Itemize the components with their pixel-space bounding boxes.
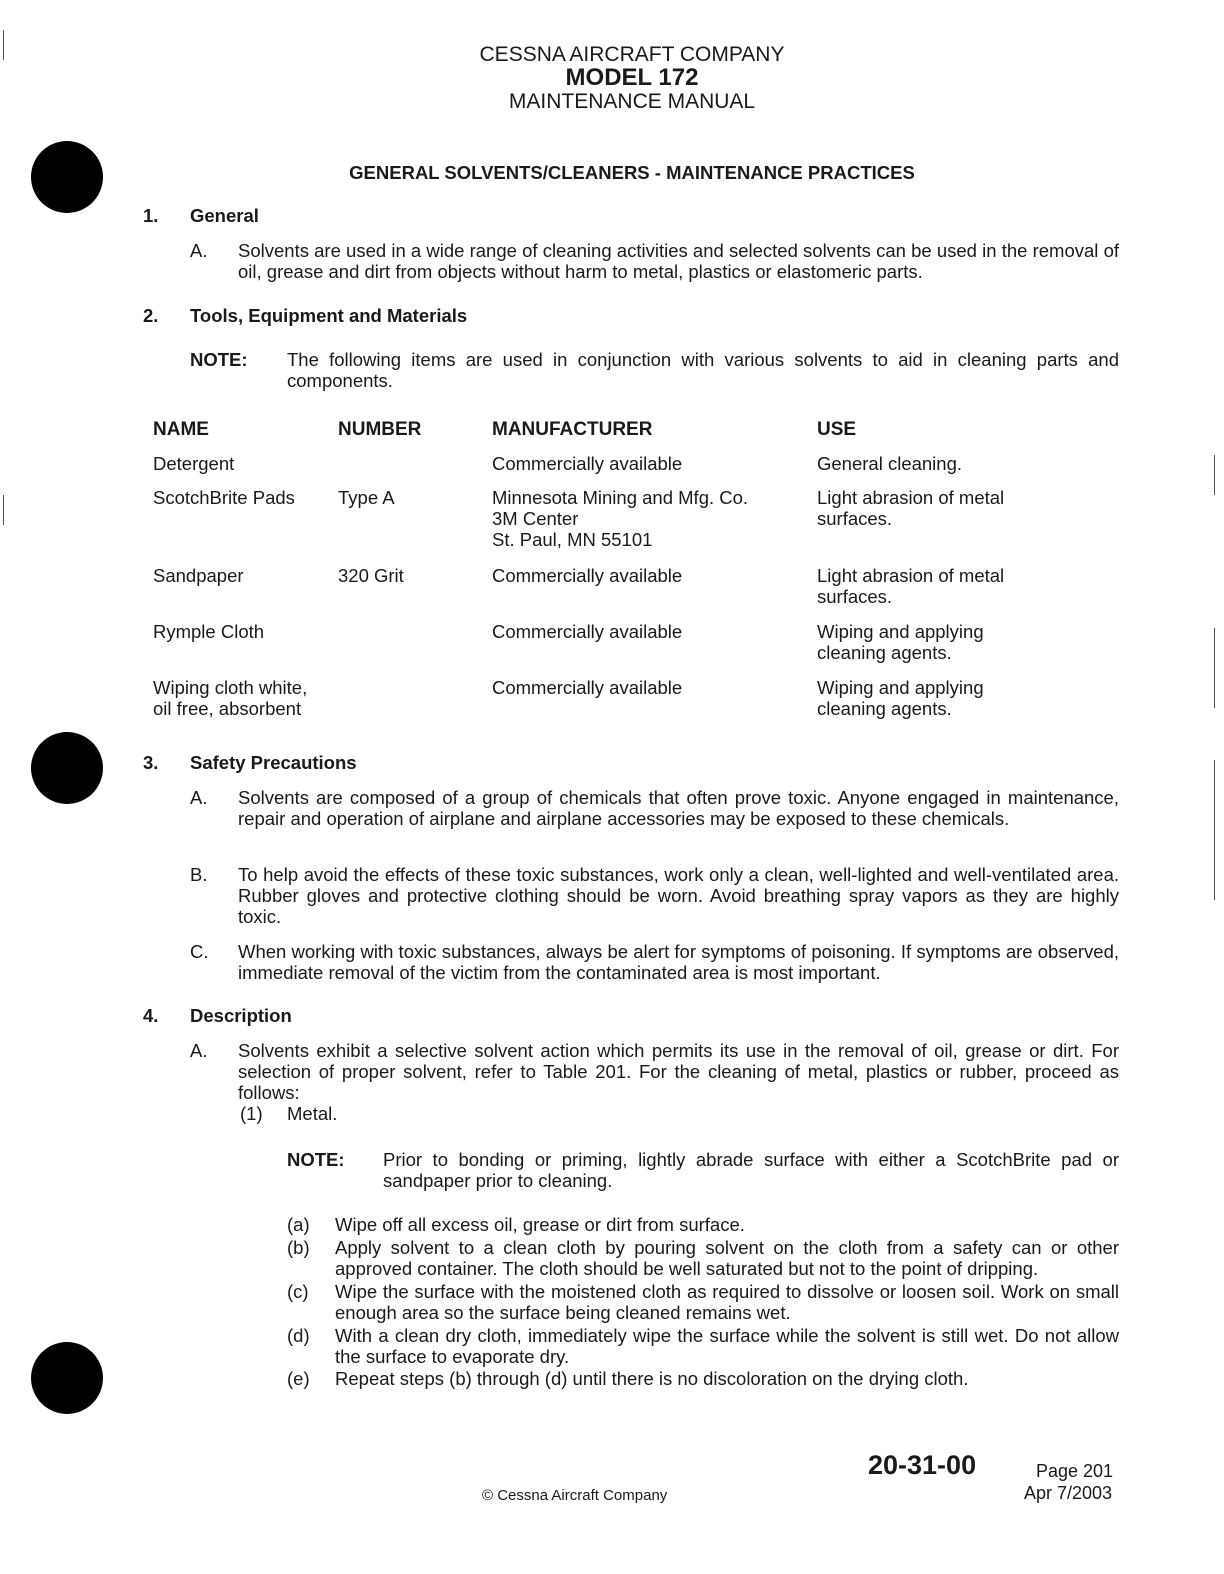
table-cell-manufacturer: Commercially available — [492, 621, 683, 642]
step-b-text: Apply solvent to a clean cloth by pouring solvent on the cloth from a safety can or other approved container. The cloth should be well saturated but not to the point of dripping. — [335, 1237, 1119, 1279]
revision-date: Apr 7/2003 — [1024, 1483, 1113, 1503]
step-a-text: Wipe off all excess oil, grease or dirt from surface. — [335, 1214, 745, 1235]
margin-tick — [1214, 455, 1215, 495]
section-2-title: Tools, Equipment and Materials — [190, 305, 468, 326]
section-4-a-label: A. — [190, 1040, 208, 1061]
section-4-sub1-text: Metal. — [287, 1103, 338, 1124]
table-cell-use: Wiping and applying cleaning agents. — [817, 677, 984, 719]
section-1-a-text: Solvents are used in a wide range of cleaning activities and selected solvents can be used in the removal of oil, grease and dirt from objects without harm to metal, plastics or elastomeric parts. — [238, 240, 1119, 282]
company-name: CESSNA AIRCRAFT COMPANY — [479, 43, 785, 66]
table-header-name: NAME — [153, 419, 209, 440]
section-3-title: Safety Precautions — [190, 752, 357, 773]
step-d-label: (d) — [287, 1325, 310, 1346]
binder-hole-middle — [31, 732, 103, 804]
section-4-sub1-label: (1) — [240, 1103, 263, 1124]
section-4-title: Description — [190, 1005, 292, 1026]
step-c-label: (c) — [287, 1281, 309, 1302]
table-cell-use: Light abrasion of metal surfaces. — [817, 487, 1005, 529]
section-2-note-text: The following items are used in conjunction with various solvents to aid in cleaning parts and components. — [287, 349, 1119, 391]
section-4-note-label: NOTE: — [287, 1149, 345, 1170]
table-cell-manufacturer: Commercially available — [492, 677, 683, 698]
page-title: GENERAL SOLVENTS/CLEANERS - MAINTENANCE PRACTICES — [349, 162, 915, 183]
section-4-number: 4. — [143, 1005, 159, 1026]
section-2-note-label: NOTE: — [190, 349, 248, 370]
section-3-c-text: When working with toxic substances, always be alert for symptoms of poisoning. If symptoms are observed, immediate removal of the victim from the contaminated area is most important. — [238, 941, 1119, 983]
section-3-c-label: C. — [190, 941, 209, 962]
margin-tick — [3, 495, 4, 525]
table-cell-manufacturer: Commercially available — [492, 453, 683, 474]
table-cell-name: Rymple Cloth — [153, 621, 265, 642]
step-b-label: (b) — [287, 1237, 310, 1258]
table-cell-use: Light abrasion of metal surfaces. — [817, 565, 1005, 607]
step-e-text: Repeat steps (b) through (d) until there is no discoloration on the drying cloth. — [335, 1368, 969, 1389]
document-number: 20-31-00 — [868, 1450, 977, 1480]
step-a-label: (a) — [287, 1214, 310, 1235]
table-cell-name: Sandpaper — [153, 565, 244, 586]
section-1-number: 1. — [143, 205, 159, 226]
manual-title: MAINTENANCE MANUAL — [508, 90, 756, 113]
table-cell-number: Type A — [338, 487, 395, 508]
model-title: MODEL 172 — [565, 64, 699, 91]
table-cell-manufacturer: Commercially available — [492, 565, 683, 586]
page-number: Page 201 — [1036, 1461, 1114, 1481]
step-d-text: With a clean dry cloth, immediately wipe the surface while the solvent is still wet. Do not allow the surface to evaporate dry. — [335, 1325, 1119, 1367]
table-cell-use: Wiping and applying cleaning agents. — [817, 621, 984, 663]
section-4-note-text: Prior to bonding or priming, lightly abrade surface with either a ScotchBrite pad or sandpaper prior to cleaning. — [383, 1149, 1119, 1191]
section-3-b-label: B. — [190, 864, 208, 885]
section-3-number: 3. — [143, 752, 159, 773]
section-3-a-text: Solvents are composed of a group of chemicals that often prove toxic. Anyone engaged in maintenance, repair and operation of airplane and airplane accessories may be exposed to these chemicals. — [238, 787, 1119, 829]
table-header-number: NUMBER — [338, 419, 422, 440]
margin-tick — [1214, 628, 1215, 708]
table-cell-use: General cleaning. — [817, 453, 963, 474]
step-e-label: (e) — [287, 1368, 310, 1389]
table-cell-number: 320 Grit — [338, 565, 404, 586]
table-cell-name: Detergent — [153, 453, 235, 474]
table-header-use: USE — [817, 419, 857, 440]
section-2-number: 2. — [143, 305, 159, 326]
section-1-a-label: A. — [190, 240, 208, 261]
copyright: © Cessna Aircraft Company — [482, 1487, 668, 1504]
section-4-a-text: Solvents exhibit a selective solvent action which permits its use in the removal of oil, grease or dirt. For selection of proper solvent, refer to Table 201. For the cleaning of metal, plastics or rubber, proceed as follows: — [238, 1040, 1119, 1103]
binder-hole-bottom — [31, 1342, 103, 1414]
table-cell-name: ScotchBrite Pads — [153, 487, 295, 508]
table-cell-name: Wiping cloth white, oil free, absorbent — [153, 677, 308, 719]
section-1-title: General — [190, 205, 259, 226]
section-3-a-label: A. — [190, 787, 208, 808]
step-c-text: Wipe the surface with the moistened cloth as required to dissolve or loosen soil. Work on small enough area so the surface being cleaned remains wet. — [335, 1281, 1119, 1323]
table-cell-manufacturer: Minnesota Mining and Mfg. Co. 3M Center St. Paul, MN 55101 — [492, 487, 749, 550]
table-header-manufacturer: MANUFACTURER — [492, 419, 653, 440]
section-3-b-text: To help avoid the effects of these toxic substances, work only a clean, well-lighted and well-ventilated area. Rubber gloves and protective clothing should be worn. Avoid breathing spray vapors as they are highly toxic. — [238, 864, 1119, 927]
margin-tick — [1214, 760, 1215, 900]
